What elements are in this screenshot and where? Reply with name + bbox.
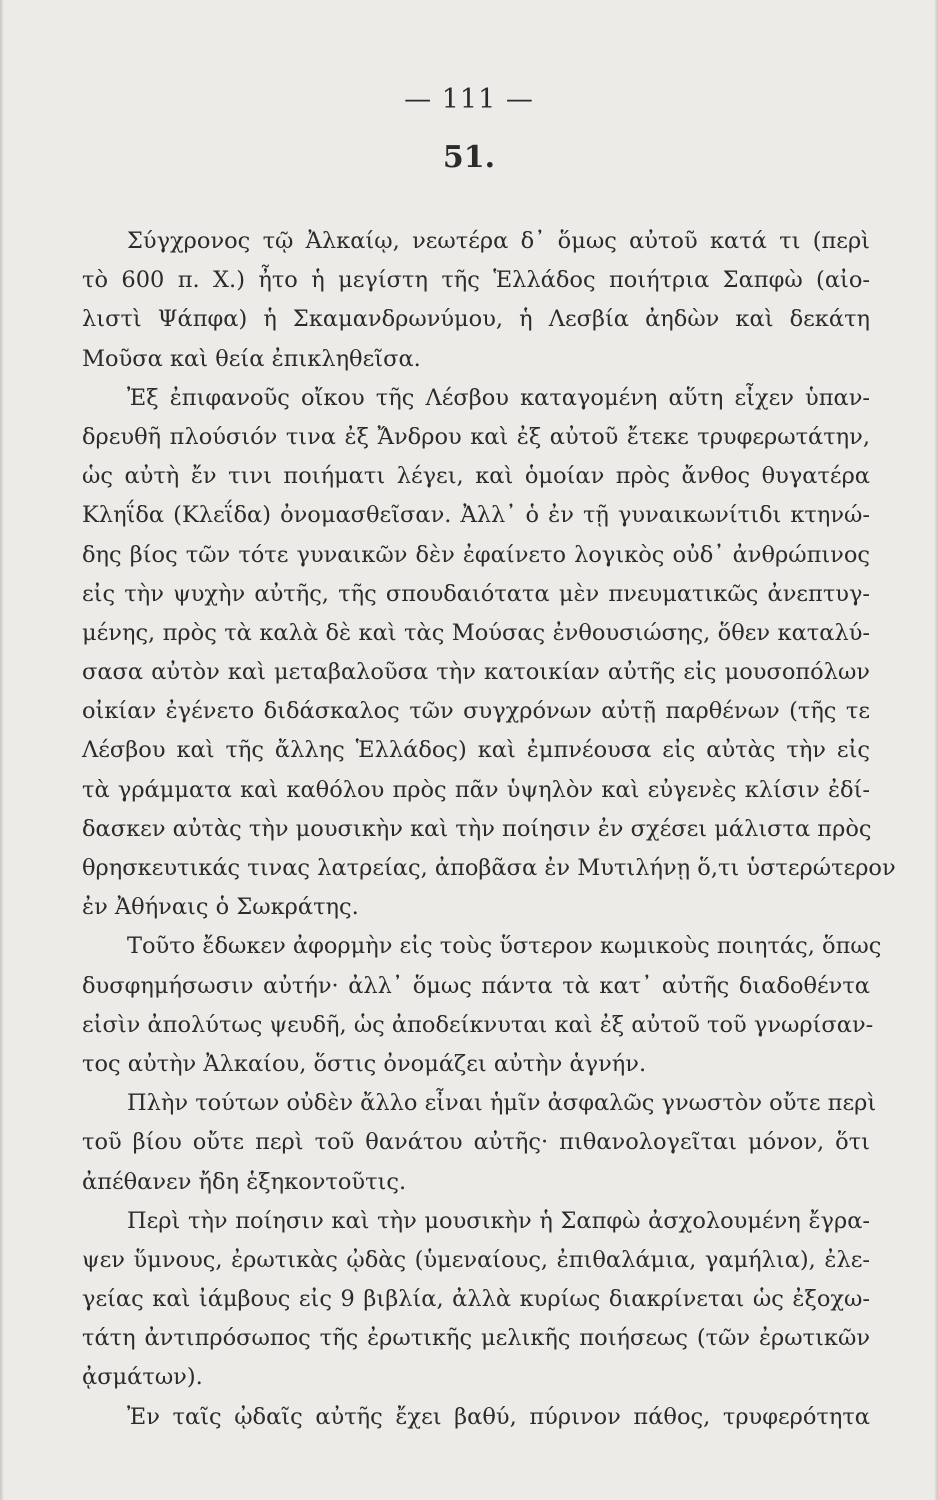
text-line: Λέσβου καὶ τῆς ἄλλης Ἑλλάδος) καὶ ἐμπνέουσα εἰς αὐτὰς τὴν εἰς [82, 737, 870, 764]
text-line: τὰ γράμματα καὶ καθόλου πρὸς πᾶν ὑψηλὸν καὶ εὐγενὲς κλίσιν ἐδί- [82, 776, 870, 803]
text-line: δρευθῆ πλούσιόν τινα ἐξ Ἄνδρου καὶ ἐξ αὐτοῦ ἔτεκε τρυφερωτάτην, [82, 423, 870, 450]
body-text [82, 222, 896, 1437]
text-line: Σύγχρονος τῷ Ἀλκαίῳ, νεωτέρα δ᾽ ὅμως αὐτοῦ κατά τι (περὶ [127, 228, 870, 254]
text-line: ἀπέθανεν ἤδη ἑξηκοντοῦτις. [82, 1168, 407, 1195]
text-line: εἰς τὴν ψυχὴν αὐτῆς, τῆς σπουδαιότατα μὲν πνευματικῶς ἀνεπτυγ- [82, 580, 870, 607]
page-number: — 111 — [404, 84, 534, 115]
text-line: Κληΐδα (Κλεΐδα) ὀνομασθεῖσαν. Ἀλλ᾽ ὁ ἐν τῇ γυναικωνίτιδι κτηνώ- [82, 502, 870, 529]
text-line: δασκεν αὐτὰς τὴν μουσικὴν καὶ τὴν ποίησιν ἐν σχέσει μάλιστα πρὸς [82, 815, 872, 842]
left-page-edge [0, 0, 4, 1500]
text-line: τὸ 600 π. Χ.) ἦτο ἡ μεγίστη τῆς Ἑλλάδος ποιήτρια Σαπφὼ (αἰο- [82, 267, 870, 294]
text-line: γείας καὶ ἰάμβους εἰς 9 βιβλία, ἀλλὰ κυρίως διακρίνεται ὡς ἐξοχω- [82, 1286, 870, 1313]
text-line: εἰσὶν ἀπολύτως ψευδῆ, ὡς ἀποδείκνυται καὶ ἐξ αὐτοῦ τοῦ γνωρίσαν- [82, 1011, 874, 1038]
text-line: Μοῦσα καὶ θεία ἐπικληθεῖσα. [82, 345, 421, 372]
text-line: θρησκευτικάς τινας λατρείας, ἀποβᾶσα ἐν Μυτιλήνῃ ὅ,τι ὑστερώτερον [82, 855, 896, 881]
text-line: οἰκίαν ἐγένετο διδάσκαλος τῶν συγχρόνων αὐτῇ παρθένων (τῆς τε [82, 698, 870, 725]
text-line: ψεν ὕμνους, ἐρωτικὰς ᾠδὰς (ὑμεναίους, ἐπιθαλάμια, γαμήλια), ἐλε- [82, 1246, 870, 1273]
text-line: μένης, πρὸς τὰ καλὰ δὲ καὶ τὰς Μούσας ἐνθουσιώσης, ὅθεν καταλύ- [82, 619, 870, 646]
text-line: δυσφημήσωσιν αὐτήν· ἀλλ᾽ ὅμως πάντα τὰ κατ᾽ αὐτῆς διαδοθέντα [82, 972, 870, 999]
text-line: ἐν Ἀθήναις ὁ Σωκράτης. [82, 894, 359, 921]
text-line: τάτη ἀντιπρόσωπος τῆς ἐρωτικῆς μελικῆς ποιήσεως (τῶν ἐρωτικῶν [82, 1325, 870, 1352]
text-line: Ἐν ταῖς ᾠδαῖς αὐτῆς ἔχει βαθύ, πύρινον πάθος, τρυφερότητα [127, 1403, 870, 1430]
text-line: τος αὐτὴν Ἀλκαίου, ὅστις ὀνομάζει αὐτὴν ἁγνήν. [82, 1050, 647, 1077]
text-line: ὡς αὐτὴ ἔν τινι ποιήματι λέγει, καὶ ὁμοίαν πρὸς ἄνθος θυγατέρα [82, 463, 870, 490]
text-line: Πλὴν τούτων οὐδὲν ἄλλο εἶναι ἡμῖν ἀσφαλῶς γνωστὸν οὔτε περὶ [127, 1090, 877, 1117]
text-line: Περὶ τὴν ποίησιν καὶ τὴν μουσικὴν ἡ Σαπφὼ ἀσχολουμένη ἔγρα- [127, 1207, 870, 1234]
text-line: τοῦ βίου οὔτε περὶ τοῦ θανάτου αὐτῆς· πιθανολογεῖται μόνον, ὅτι [82, 1129, 870, 1156]
text-line: σασα αὐτὸν καὶ μεταβαλοῦσα τὴν κατοικίαν αὐτῆς εἰς μουσοπόλων [82, 659, 870, 686]
text-line: ᾀσμάτων). [82, 1364, 203, 1391]
text-line: Ἐξ ἐπιφανοῦς οἴκου τῆς Λέσβου καταγομένη αὕτη εἶχεν ὑπαν- [127, 384, 870, 411]
text-line: δης βίος τῶν τότε γυναικῶν δὲν ἐφαίνετο λογικὸς οὐδ᾽ ἀνθρώπινος [82, 541, 870, 568]
text-line: λιστὶ Ψάπφα) ἡ Σκαμανδρωνύμου, ἡ Λεσβία ἀηδὼν καὶ δεκάτη [82, 306, 870, 333]
section-number: 51. [442, 140, 496, 175]
right-page-edge [934, 0, 938, 1500]
text-line: Τοῦτο ἔδωκεν ἀφορμὴν εἰς τοὺς ὕστερον κωμικοὺς ποιητάς, ὅπως [127, 933, 882, 960]
